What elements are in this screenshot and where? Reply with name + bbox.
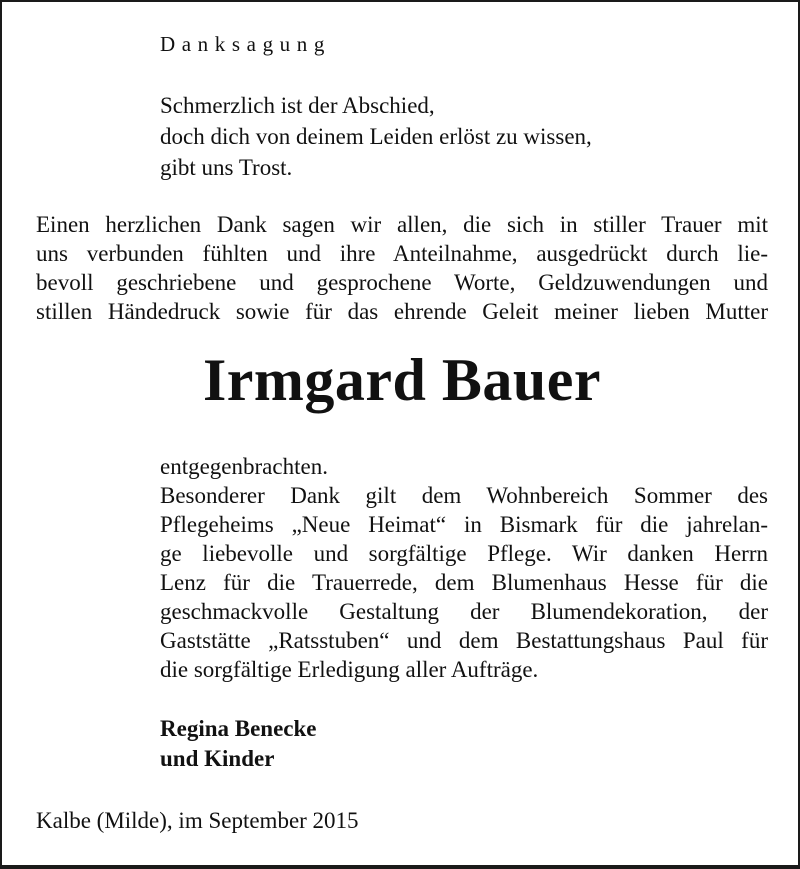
paragraph-line: bevoll geschriebene und gesprochene Worte, Geldzuwendungen und [36, 270, 768, 295]
paragraph-line: entgegenbrachten. [160, 454, 328, 479]
paragraph-line: Pflegeheims „Neue Heimat“ in Bismark für die jahrelan- [160, 512, 768, 537]
paragraph-line: ge liebevolle und sorgfältige Pflege. Wir danken Herrn [160, 541, 768, 566]
notice-title: Danksagung [160, 32, 331, 56]
thanks-paragraph [36, 210, 768, 326]
verse [160, 90, 592, 183]
paragraph-line: geschmackvolle Gestaltung der Blumendekoration, der [160, 599, 768, 624]
paragraph-line: stillen Händedruck sowie für das ehrende Geleit meiner lieben Mutter [36, 299, 768, 324]
deceased-name: Irmgard Bauer [202, 347, 602, 413]
paragraph-line: die sorgfältige Erledigung aller Aufträge. [160, 657, 539, 682]
signature [160, 714, 317, 774]
place-date: Kalbe (Milde), im September 2015 [36, 808, 359, 833]
verse-line: Schmerzlich ist der Abschied, [160, 93, 435, 118]
signature-line: und Kinder [160, 746, 275, 771]
paragraph-line: Gaststätte „Ratsstuben“ und dem Bestattungshaus Paul für [160, 628, 768, 653]
paragraph-line: Besonderer Dank gilt dem Wohnbereich Sommer des [160, 483, 768, 508]
verse-line: doch dich von deinem Leiden erlöst zu wissen, [160, 124, 592, 149]
paragraph-line: Lenz für die Trauerrede, dem Blumenhaus Hesse für die [160, 570, 768, 595]
verse-line: gibt uns Trost. [160, 155, 293, 180]
paragraph-line: uns verbunden fühlten und ihre Anteilnahme, ausgedrückt durch lie- [36, 241, 768, 266]
special-thanks-paragraph [160, 452, 768, 684]
signature-line: Regina Benecke [160, 716, 317, 741]
paragraph-line: Einen herzlichen Dank sagen wir allen, die sich in stiller Trauer mit [36, 212, 768, 237]
